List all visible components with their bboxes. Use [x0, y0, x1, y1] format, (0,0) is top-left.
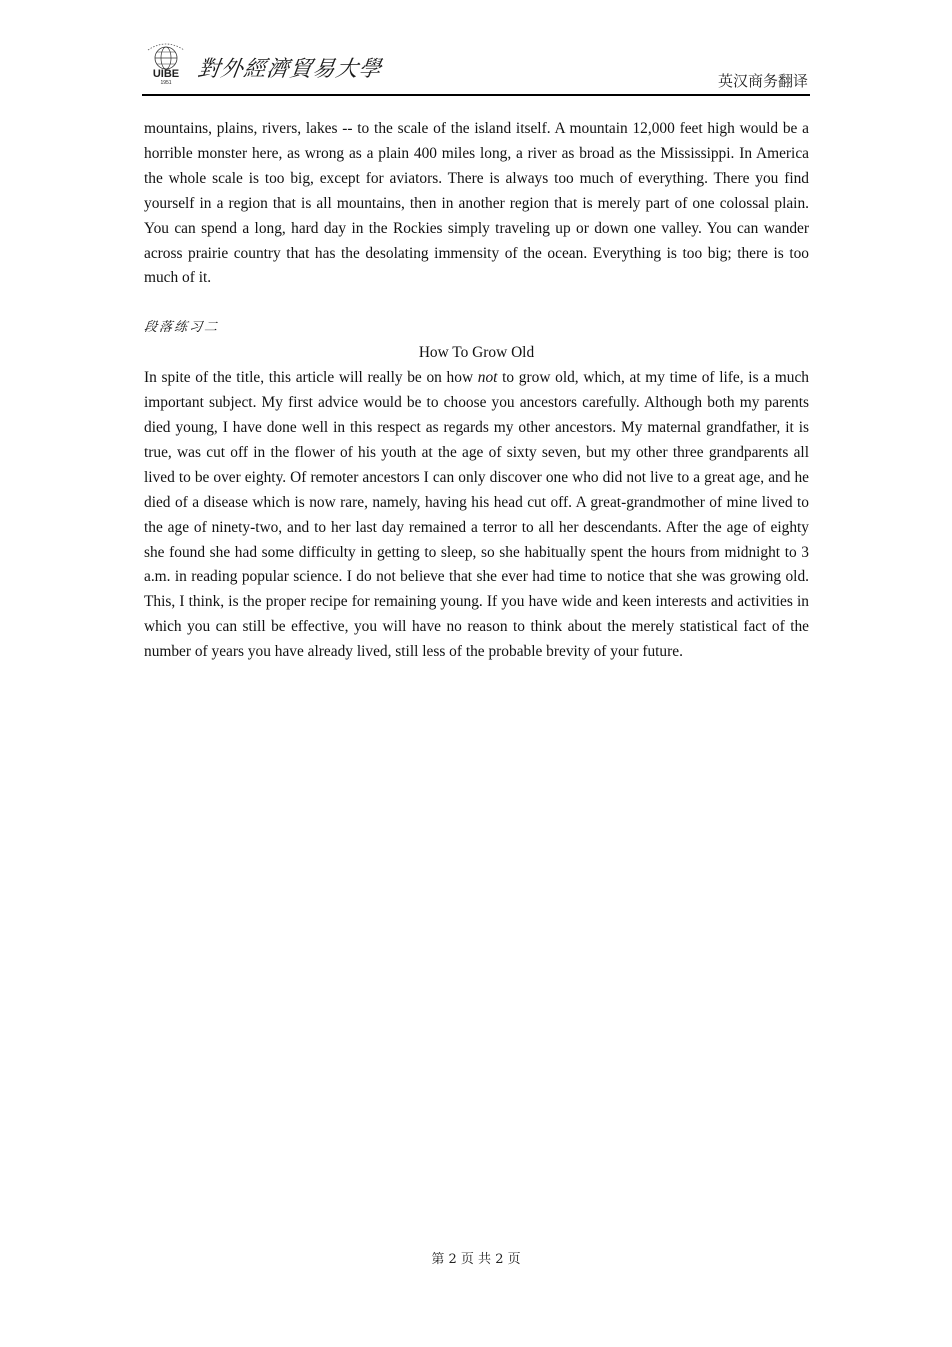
page-header — [142, 38, 810, 96]
paragraph-text-rest: to grow old, which, at my time of life, is a much important subject. My first advice would be to choose you ancestors carefully. Although both my parents died young, I have done well in this respect as regards my other ancestors. My maternal grandfather, it is true, was cut off in the flower of his youth at the age of sixty seven, but my other three grandparents all lived to be over eighty. Of remoter ancestors I can only discover one who did not live to a great age, and he died of a disease which is now rare, namely, having his head cut off. A great-grandmother of mine lived to the age of ninety-two, and to her last day remained a terror to all her descendants. After the age of eighty she found she had some difficulty in getting to sleep, so she habitually spent the hours from midnight to 3 a.m. in reading popular science. I do not believe that she ever had time to notice that she was growing old. This, I think, is the proper recipe for remaining young. If you have wide and keen interests and activities in which you can still be effective, you will have no reason to think about the merely statistical fact of the number of years you have already lived, still less of the probable brevity of your future. — [144, 369, 809, 661]
exercise-label: 段落练习二 — [143, 320, 220, 336]
document-body — [144, 117, 809, 665]
svg-text:UIBE: UIBE — [152, 68, 180, 80]
course-title: 英汉商务翻译 — [717, 72, 808, 90]
university-logo — [144, 42, 188, 86]
paragraph-text-start: In spite of the title, this article will really be on how — [144, 369, 478, 387]
paragraph-continued: mountains, plains, rivers, lakes -- to the scale of the island itself. A mountain 12,000 feet high would be a horrible monster here, as wrong as a plain 400 miles long, a river as broad as the Mississippi. In America the whole scale is too big, except for aviators. There is always too much of everything. There you find yourself in a region that is all mountains, then in another region that is merely part of one colossal plain. You can spend a long, hard day in the Rockies simply traveling up or down one valley. You can wander across prairie country that has the desolating immensity of the ocean. Everything is too big; there is too much of it. — [144, 120, 809, 287]
page-footer: 第 2 页 共 2 页 — [431, 1252, 521, 1267]
university-name: 對外經濟貿易大學 — [195, 57, 384, 82]
emphasis-word: not — [477, 369, 498, 387]
article-paragraph — [144, 366, 809, 665]
svg-text:1951: 1951 — [160, 80, 172, 86]
uibe-emblem-icon — [144, 42, 188, 86]
article-title: How To Grow Old — [418, 344, 535, 362]
